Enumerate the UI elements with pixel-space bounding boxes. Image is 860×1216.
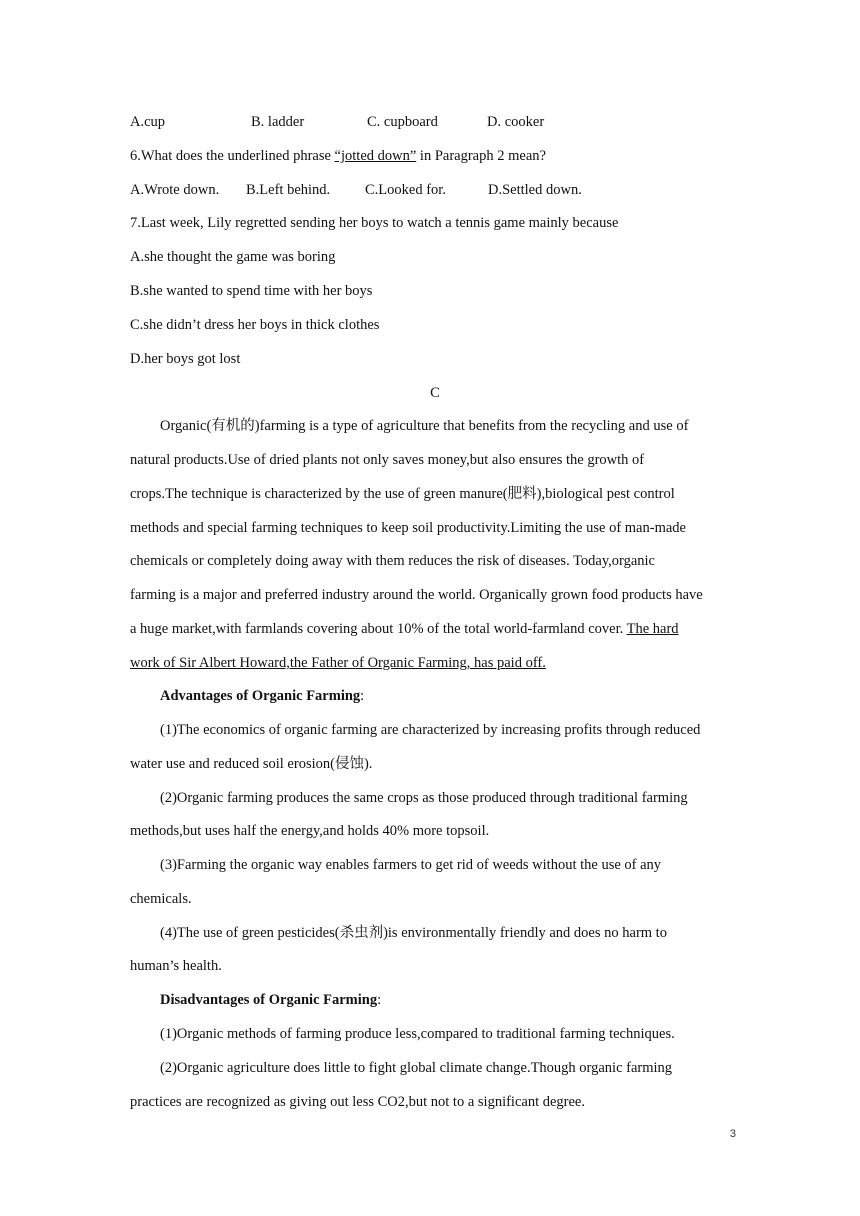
underlined-sentence-start: The hard [626,621,679,637]
q7-option-d[interactable]: D.her boys got lost [130,351,241,367]
q6-stem-suffix: in Paragraph 2 mean? [416,148,546,164]
q6-option-b[interactable]: B.Left behind. [246,182,331,198]
advantage-2-line: methods,but uses half the energy,and holds 40% more topsoil. [130,823,490,839]
passage-line: chemicals or completely doing away with them reduces the risk of diseases. Today,organic [130,553,655,569]
q5-option-b[interactable]: B. ladder [251,114,305,130]
passage-line [130,653,740,673]
advantage-1-line: (1)The economics of organic farming are characterized by increasing profits through reduced [160,722,701,738]
advantage-3-line: chemicals. [130,891,192,907]
q5-option-c[interactable]: C. cupboard [367,114,438,130]
advantage-1-line: water use and reduced soil erosion(侵蚀). [130,756,373,772]
q6-underlined-phrase: “jotted down” [334,148,417,164]
advantages-heading-text: Advantages of Organic Farming [160,688,361,704]
q7-option-b[interactable]: B.she wanted to spend time with her boys [130,283,373,299]
advantage-4-line: (4)The use of green pesticides(杀虫剂)is environmentally friendly and does no harm to [160,925,667,941]
q7-option-c[interactable]: C.she didn’t dress her boys in thick clothes [130,317,380,333]
q5-option-a[interactable]: A.cup [130,114,166,130]
advantage-4-line: human’s health. [130,958,222,974]
advantage-2-line: (2)Organic farming produces the same crops as those produced through traditional farming [160,790,688,806]
advantages-heading-colon: : [360,688,365,704]
advantage-3-line: (3)Farming the organic way enables farmers to get rid of weeds without the use of any [160,857,662,873]
q6-stem-prefix: 6.What does the underlined phrase [130,148,335,164]
q6-option-d[interactable]: D.Settled down. [488,182,582,198]
underlined-sentence-end: work of Sir Albert Howard,the Father of Organic Farming, has paid off. [130,655,546,671]
disadvantages-heading-text: Disadvantages of Organic Farming [160,992,378,1008]
advantages-heading [160,686,740,706]
q6-option-a[interactable]: A.Wrote down. [130,182,220,198]
passage-line [130,619,740,639]
q6-options [130,180,740,200]
disadvantage-2-line: practices are recognized as giving out less CO2,but not to a significant degree. [130,1094,585,1110]
passage-line: Organic(有机的)farming is a type of agriculture that benefits from the recycling and use of [160,418,689,434]
passage-line-plain: a huge market,with farmlands covering about 10% of the total world-farmland cover. [130,621,627,637]
passage-line: crops.The technique is characterized by the use of green manure(肥料),biological pest control [130,486,675,502]
section-label: C [430,385,440,401]
disadvantage-1-line: (1)Organic methods of farming produce less,compared to traditional farming techniques. [160,1026,675,1042]
disadvantages-heading-colon: : [377,992,382,1008]
q7-stem: 7.Last week, Lily regretted sending her boys to watch a tennis game mainly because [130,215,619,231]
passage-line: natural products.Use of dried plants not only saves money,but also ensures the growth of [130,452,645,468]
q5-options [130,112,740,132]
q7-option-a[interactable]: A.she thought the game was boring [130,249,336,265]
q6-option-c[interactable]: C.Looked for. [365,182,446,198]
page-number: 3 [729,1128,736,1140]
disadvantage-2-line: (2)Organic agriculture does little to fight global climate change.Though organic farming [160,1060,673,1076]
passage-line: farming is a major and preferred industry around the world. Organically grown food products have [130,587,703,603]
q5-option-d[interactable]: D. cooker [487,114,545,130]
disadvantages-heading [160,990,740,1010]
passage-line: methods and special farming techniques to keep soil productivity.Limiting the use of man-made [130,520,686,536]
q6-stem [130,146,740,166]
